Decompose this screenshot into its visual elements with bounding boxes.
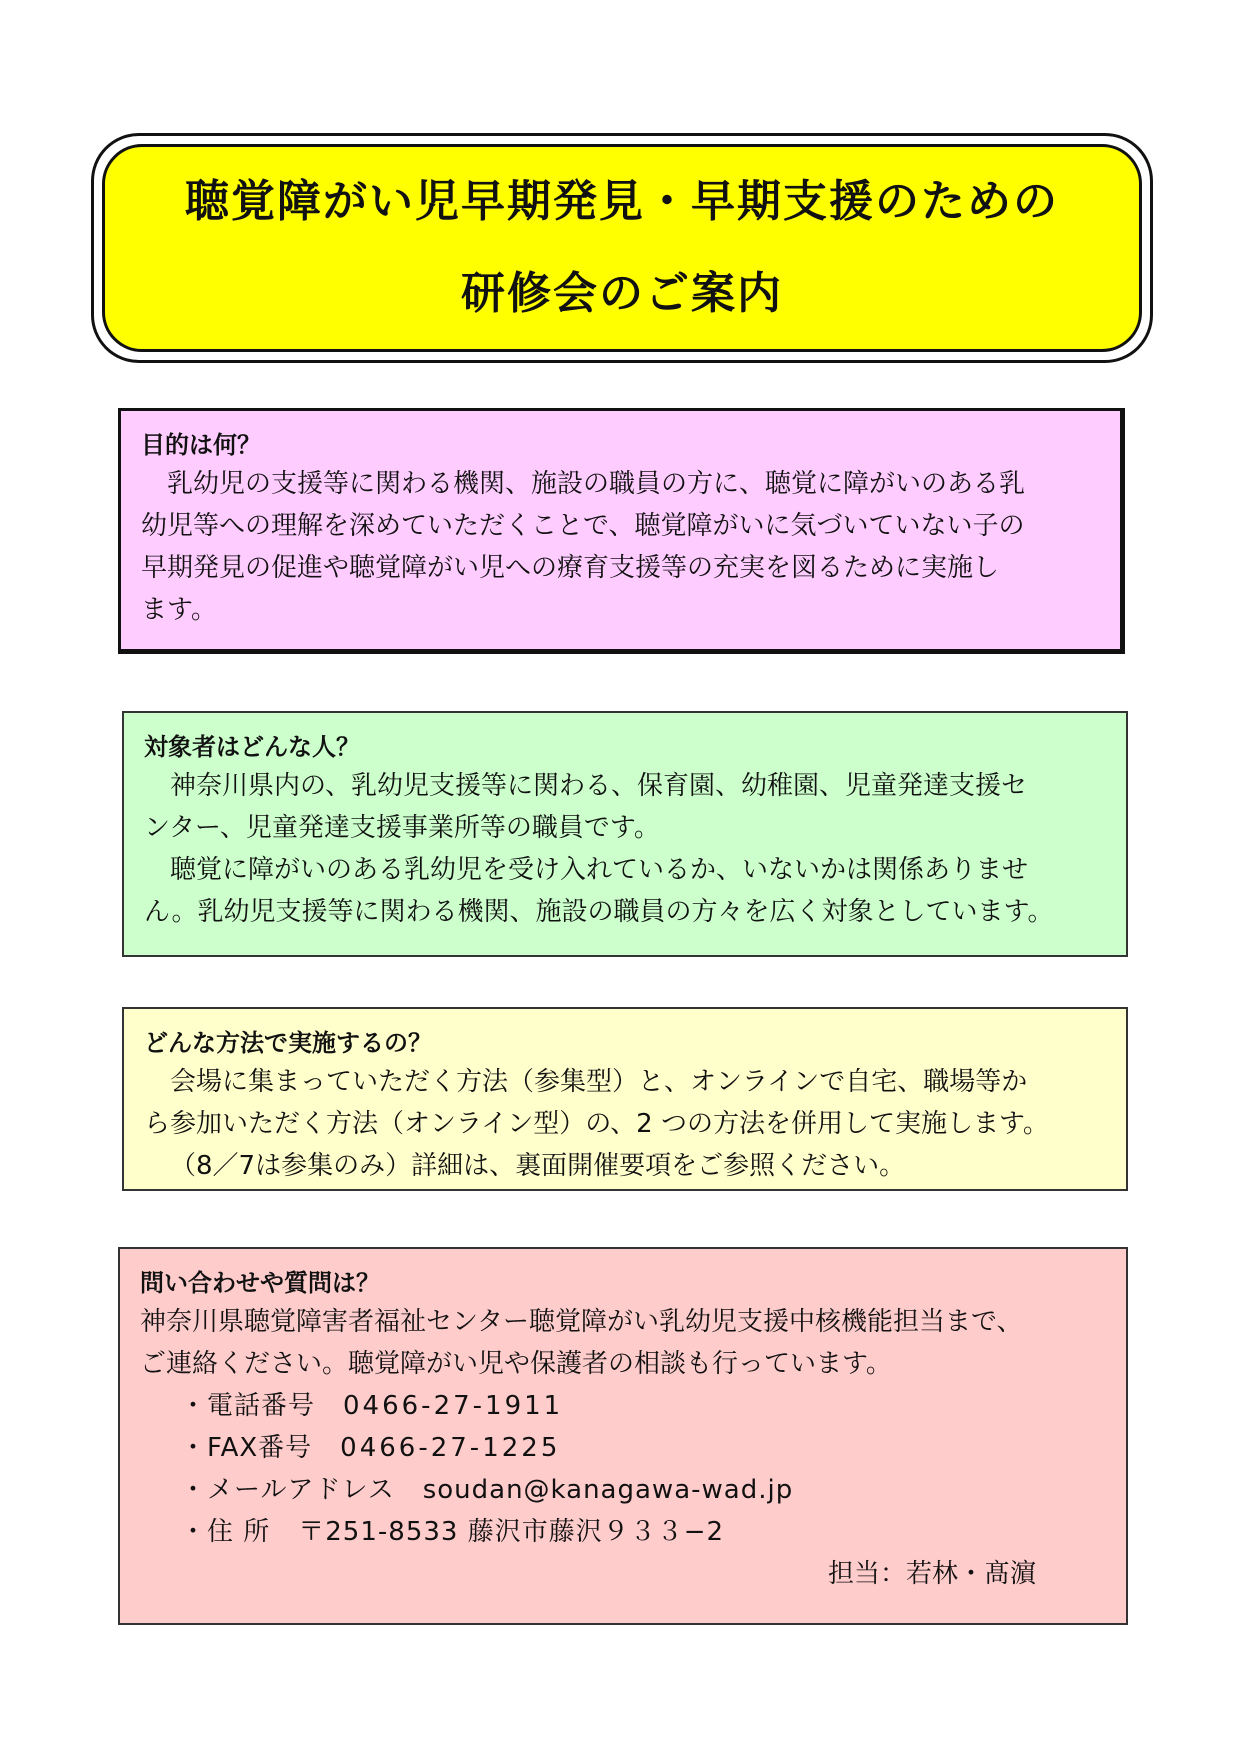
title-banner-inner (102, 144, 1142, 352)
method-line: ら参加いただく方法（オンライン型）の、2 つの方法を併用して実施します。 (144, 1109, 1049, 1139)
contact-address (140, 1511, 1106, 1553)
contact-section (118, 1247, 1128, 1625)
purpose-section (118, 408, 1125, 654)
target-section (122, 711, 1128, 957)
contact-fax (140, 1427, 1106, 1469)
purpose-line: 早期発見の促進や聴覚障がい児への療育支援等の充実を図るために実施し (141, 553, 1000, 583)
contact-email (140, 1469, 1106, 1511)
contact-staff: 担当：若林・髙濵 (827, 1559, 1036, 1589)
contact-address-label: ・住 所 (180, 1517, 271, 1547)
contact-email-value: soudan@kanagawa-wad.jp (422, 1475, 794, 1505)
target-line: 神奈川県内の、乳幼児支援等に関わる、保育園、幼稚園、児童発達支援セ (170, 771, 1027, 801)
method-heading: どんな方法で実施するの？ (144, 1029, 432, 1057)
purpose-line: ます。 (141, 595, 217, 625)
contact-line: 神奈川県聴覚障害者福祉センター聴覚障がい乳幼児支援中核機能担当まで、 (140, 1307, 1023, 1337)
title-line-1: 聴覚障がい児早期発見・早期支援のための (185, 176, 1059, 227)
target-line: ンター、児童発達支援事業所等の職員です。 (144, 813, 660, 843)
target-line: 聴覚に障がいのある乳幼児を受け入れているか、いないかは関係ありませ (170, 855, 1029, 885)
title-banner (91, 133, 1153, 363)
contact-fax-label: ・FAX番号 (180, 1433, 313, 1463)
contact-phone-value: 0466-27-1911 (343, 1391, 564, 1421)
purpose-line: 乳幼児の支援等に関わる機関、施設の職員の方に、聴覚に障がいのある乳 (167, 469, 1026, 499)
title-line-2: 研修会のご案内 (461, 268, 783, 319)
contact-line: ご連絡ください。聴覚障がい児や保護者の相談も行っています。 (140, 1349, 892, 1379)
method-line: （8／7は参集のみ）詳細は、裏面開催要項をご参照ください。 (170, 1151, 906, 1181)
contact-heading: 問い合わせや質問は？ (140, 1269, 380, 1297)
purpose-line: 幼児等への理解を深めていただくことで、聴覚障がいに気づいていない子の (141, 511, 1025, 541)
contact-phone-label: ・電話番号 (180, 1391, 316, 1421)
contact-fax-value: 0466-27-1225 (340, 1433, 561, 1463)
contact-phone (140, 1385, 1106, 1427)
target-line: ん。乳幼児支援等に関わる機関、施設の職員の方々を広く対象としています。 (144, 897, 1054, 927)
contact-email-label: ・メールアドレス (180, 1475, 395, 1505)
method-line: 会場に集まっていただく方法（参集型）と、オンラインで自宅、職場等か (170, 1067, 1028, 1097)
target-heading: 対象者はどんな人？ (144, 733, 360, 761)
purpose-heading: 目的は何？ (141, 431, 261, 459)
method-section (122, 1007, 1128, 1191)
contact-address-value: 〒251-8533 藤沢市藤沢９３３−2 (298, 1517, 725, 1547)
